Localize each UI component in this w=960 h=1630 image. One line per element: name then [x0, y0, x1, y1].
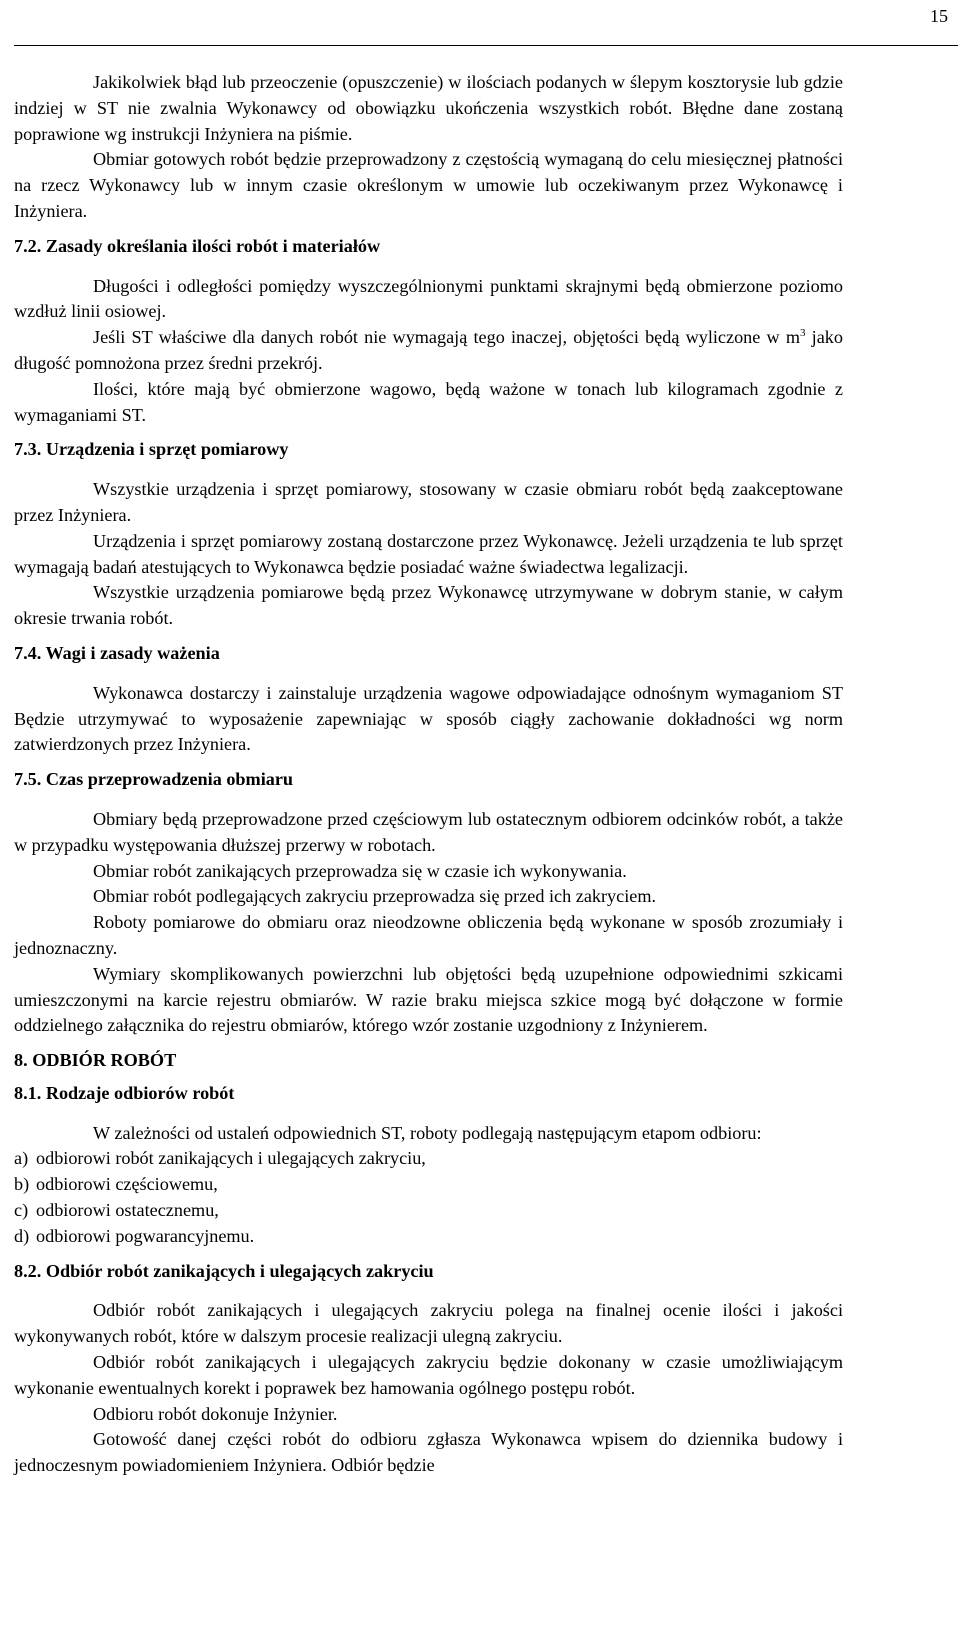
paragraph-text: jako długość pomnożona przez średni przekrój.	[14, 327, 843, 373]
list-item-text: odbiorowi ostatecznemu,	[36, 1200, 219, 1221]
list-marker: c)	[14, 1200, 29, 1221]
paragraph: Wykonawca dostarczy i zainstaluje urządzenia wagowe odpowiadające odnośnym wymaganiom ST Będzie utrzymywać to wyposażenie zapewniając w sposób ciągły zachowanie dokładności wg norm zatwierdzonych przez Inżyniera.	[14, 682, 843, 755]
paragraph: Wszystkie urządzenia i sprzęt pomiarowy, stosowany w czasie obmiaru robót będą zaakceptowane przez Inżyniera.	[14, 479, 843, 525]
header-rule	[14, 45, 958, 46]
list-item-text: odbiorowi robót zanikających i ulegających zakryciu,	[36, 1148, 426, 1169]
section-heading-7-3: 7.3. Urządzenia i sprzęt pomiarowy	[14, 439, 289, 460]
paragraph: Gotowość danej części robót do odbioru zgłasza Wykonawca wpisem do dziennika budowy i jednoczesnym powiadomieniem Inżyniera. Odbiór będzie	[14, 1429, 843, 1476]
paragraph	[14, 325, 843, 377]
section-heading-8-1: 8.1. Rodzaje odbiorów robót	[14, 1082, 235, 1103]
section-heading-7-4: 7.4. Wagi i zasady ważenia	[14, 642, 220, 663]
paragraph: Urządzenia i sprzęt pomiarowy zostaną dostarczone przez Wykonawcę. Jeżeli urządzenia te lub sprzęt wymagają badań atestujących to Wykonawca będzie posiadać ważne świadectwa legalizacji.	[14, 530, 843, 577]
chapter-heading-8: 8. ODBIÓR ROBÓT	[14, 1050, 177, 1071]
list-marker: b)	[14, 1174, 30, 1195]
paragraph: Odbiór robót zanikających i ulegających zakryciu będzie dokonany w czasie umożliwiającym wykonanie ewentualnych korekt i poprawek bez hamowania ogólnego postępu robót.	[14, 1352, 843, 1398]
list-item	[14, 1172, 843, 1198]
paragraph: Obmiar gotowych robót będzie przeprowadzony z częstością wymaganą do celu miesięcznej płatności na rzecz Wykonawcy lub w innym czasie określonym w umowie lub oczekiwanym przez Wykonawcę i Inżyniera.	[14, 149, 843, 221]
paragraph: Odbioru robót dokonuje Inżynier.	[93, 1403, 338, 1424]
paragraph: Roboty pomiarowe do obmiaru oraz nieodzowne obliczenia będą wykonane w sposób zrozumiały i jednoznaczny.	[14, 912, 843, 958]
section-heading-8-2: 8.2. Odbiór robót zanikających i ulegających zakryciu	[14, 1260, 434, 1281]
list-item	[14, 1198, 843, 1224]
section-heading-7-5: 7.5. Czas przeprowadzenia obmiaru	[14, 769, 294, 790]
list-item	[14, 1224, 843, 1250]
list-item-text: odbiorowi częściowemu,	[36, 1174, 218, 1195]
list-marker: d)	[14, 1225, 30, 1246]
stage-list	[14, 1146, 843, 1249]
paragraph: W zależności od ustaleń odpowiednich ST, roboty podlegają następującym etapom odbioru:	[93, 1122, 762, 1143]
list-item	[14, 1146, 843, 1172]
paragraph: Obmiary będą przeprowadzone przed częściowym lub ostatecznym odbiorem odcinków robót, a także w przypadku występowania dłuższej przerwy w robotach.	[14, 808, 843, 855]
list-item-text: odbiorowi pogwarancyjnemu.	[36, 1225, 255, 1246]
paragraph: Jakikolwiek błąd lub przeoczenie (opuszczenie) w ilościach podanych w ślepym kosztorysie lub gdzie indziej w ST nie zwalnia Wykonawcy od obowiązku ukończenia wszystkich robót. Błędne dane zostaną poprawione wg instrukcji Inżyniera na piśmie.	[14, 72, 843, 144]
page-number: 15	[930, 6, 948, 26]
paragraph: Obmiar robót podlegających zakryciu przeprowadza się przed ich zakryciem.	[93, 886, 657, 907]
section-heading-7-2: 7.2. Zasady określania ilości robót i materiałów	[14, 235, 381, 256]
paragraph: Wymiary skomplikowanych powierzchni lub objętości będą uzupełnione odpowiednimi szkicami umieszczonymi na karcie rejestru obmiarów. W razie braku miejsca szkice mogą być dołączone w formie oddzielnego załącznika do rejestru obmiarów, którego wzór zostanie uzgodniony z Inżynierem.	[14, 963, 843, 1036]
paragraph: Odbiór robót zanikających i ulegających zakryciu polega na finalnej ocenie ilości i jakości wykonywanych robót, które w dalszym procesie realizacji ulegną zakryciu.	[14, 1300, 843, 1347]
paragraph: Obmiar robót zanikających przeprowadza się w czasie ich wykonywania.	[93, 860, 627, 881]
paragraph-text: Jeśli ST właściwe dla danych robót nie wymagają tego inaczej, objętości będą wyliczone w m	[93, 327, 800, 348]
document-body	[14, 70, 843, 1479]
list-marker: a)	[14, 1148, 29, 1169]
paragraph: Wszystkie urządzenia pomiarowe będą przez Wykonawcę utrzymywane w dobrym stanie, w całym okresie trwania robót.	[14, 582, 843, 629]
paragraph: Długości i odległości pomiędzy wyszczególnionymi punktami skrajnymi będą obmierzone poziomo wzdłuż linii osiowej.	[14, 275, 843, 322]
paragraph: Ilości, które mają być obmierzone wagowo, będą ważone w tonach lub kilogramach zgodnie z wymaganiami ST.	[14, 378, 843, 425]
superscript: 3	[799, 327, 806, 340]
